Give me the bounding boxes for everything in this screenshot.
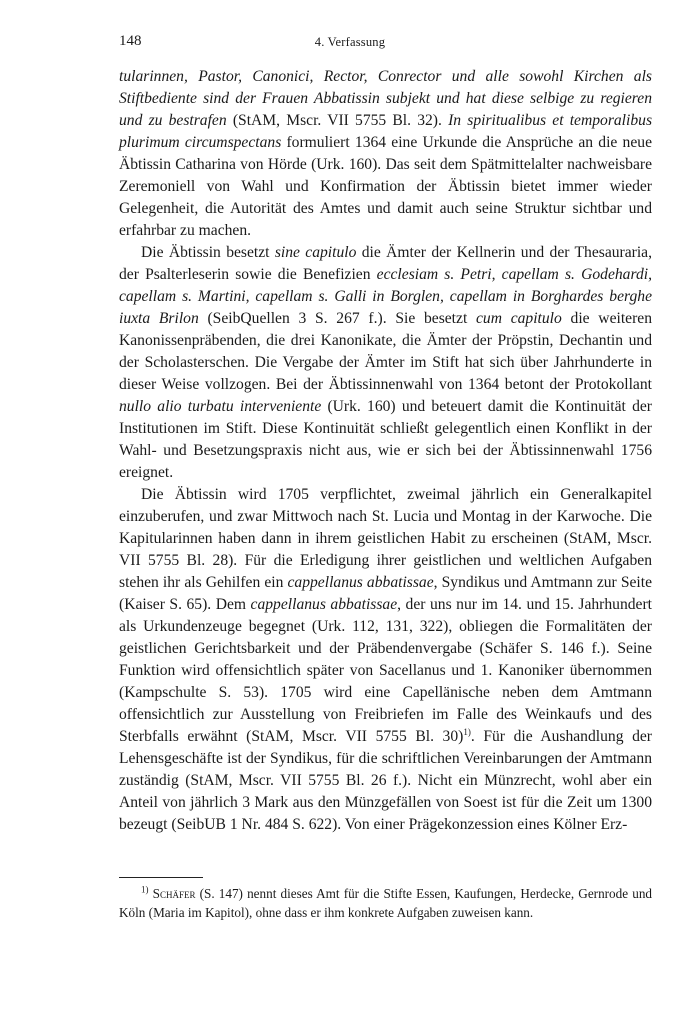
text-segment: (StAM, Mscr. VII 5755 Bl. 32).: [226, 112, 449, 129]
text-segment: ecclesiam s. Petri, capellam s. Godehardi, capellam s. Martini, capellam s. Galli in Borglen, capellam in Borghardes berghe iuxta Brilon: [119, 266, 652, 327]
footnote-marker: 1): [141, 884, 149, 895]
running-head: 4. Verfassung: [314, 35, 386, 49]
footnote-author: Schäfer: [152, 886, 196, 901]
text-segment: cappellanus abbatissae: [250, 596, 398, 613]
text-segment: cum capitulo: [476, 310, 562, 327]
text-segment: . Für die Aushandlung der Lehensgeschäfte ist der Syndikus, für die schriftlichen Vereinbarungen der Amtmann zuständig (StAM, Mscr. VII 5755 Bl. 26 f.). Nicht ein Münzrecht, wohl aber ein Anteil von jährlich 3 Mark aus den Münzgefällen von Soest ist für die Zeit um 1300 bezeugt (SeibUB 1 Nr. 484 S. 622). Von einer Prägekonzession eines Kölner Erz-: [119, 728, 652, 833]
text-segment: die Ämter der Kellnerin und der Thesauraria, der Psalterleserin sowie die Benefizien: [119, 244, 653, 283]
text-segment: Die Äbtissin wird 1705 verpflichtet, zweimal jährlich ein Generalkapitel einzuberufen, und zwar Mittwoch nach St. Lucia und Montag in der Karwoche. Die Kapitularinnen haben dann in ihrem geistlichen Habit zu erscheinen (StAM, Mscr. VII 5755 Bl. 28). Für die Erledigung ihrer geistlichen und weltlichen Aufgaben stehen ihr als Gehilfen ein: [119, 486, 652, 591]
text-segment: (SeibQuellen 3 S. 267 f.). Sie besetzt: [198, 310, 476, 327]
paragraph: [119, 242, 652, 484]
text-segment: , der uns nur im 14. und 15. Jahrhundert als Urkundenzeuge begegnet (Urk. 112, 131, 322), obliegen die Formalitäten der geistlichen Gerichtsbarkeit und der Präbendenvergabe (Schäfer S. 146 f.). Seine Funktion wird offensichtlich später von Sacellanus und 1. Kanoniker übernommen (Kampschulte S. 53). 1705 wird eine Capellänische neben dem Amtmann offensichtlich zur Ausstellung von Freibriefen im Falle des Weinkaufs und des Sterbfalls erwähnt (StAM, Mscr. VII 5755 Bl. 30): [119, 596, 652, 745]
text-segment: In spiritualibus et temporalibus plurimum circumspectans: [119, 112, 653, 151]
paragraph: [119, 66, 652, 242]
page-number: 148: [119, 33, 142, 49]
text-segment: die weiteren Kanonissenpräbenden, die drei Kanonikate, die Ämter der Pröpstin, Dechantin und der Scholasterschen. Die Vergabe der Ämter im Stift hat sich über Jahrhunderte in dieser Weise vollzogen. Bei der Äbtissinnenwahl von 1364 betont der Protokollant: [119, 310, 652, 393]
text-segment: (Urk. 160) und beteuert damit die Kontinuität der Institutionen im Stift. Diese Kontinuität schließt gelegentlich einen Konflikt in der Wahl- und Besetzungspraxis nicht aus, wie er sich bei der Äbtissinnenwahl 1756 ereignet.: [119, 398, 652, 481]
text-segment: formuliert 1364 eine Urkunde die Ansprüche an die neue Äbtissin Catharina von Hörde (Urk. 160). Das seit dem Spätmittelalter nachweisbare Zeremoniell von Wahl und Konfirmation der Äbtissin bietet immer wieder Gelegenheit, die Autorität des Amtes und damit auch seine Struktur sichtbar und erfahrbar zu machen.: [119, 134, 652, 239]
footnote-rule: [119, 877, 203, 878]
footnote-text: (S. 147) nennt dieses Amt für die Stifte Essen, Kaufungen, Herdecke, Gernrode und Köln (Maria im Kapitol), ohne dass er ihm konkrete Aufgaben zuweisen kann.: [119, 886, 653, 920]
text-segment: Die Äbtissin besetzt: [141, 244, 275, 261]
body-text: [119, 66, 652, 836]
footnote-reference: 1): [463, 726, 471, 737]
footnote: [119, 884, 652, 922]
paragraph: [119, 484, 652, 836]
text-segment: sine capitulo: [274, 244, 357, 261]
text-segment: nullo alio turbatu interveniente: [119, 398, 322, 415]
text-segment: tularinnen, Pastor, Canonici, Rector, Conrector und alle sowohl Kirchen als Stiftbediente sind der Frauen Abbatissin subjekt und hat diese selbige zu regieren und zu bestrafen: [119, 68, 652, 129]
text-segment: , Syndikus und Amtmann zur Seite (Kaiser S. 65). Dem: [119, 574, 653, 613]
text-segment: cappellanus abbatissae: [287, 574, 434, 591]
